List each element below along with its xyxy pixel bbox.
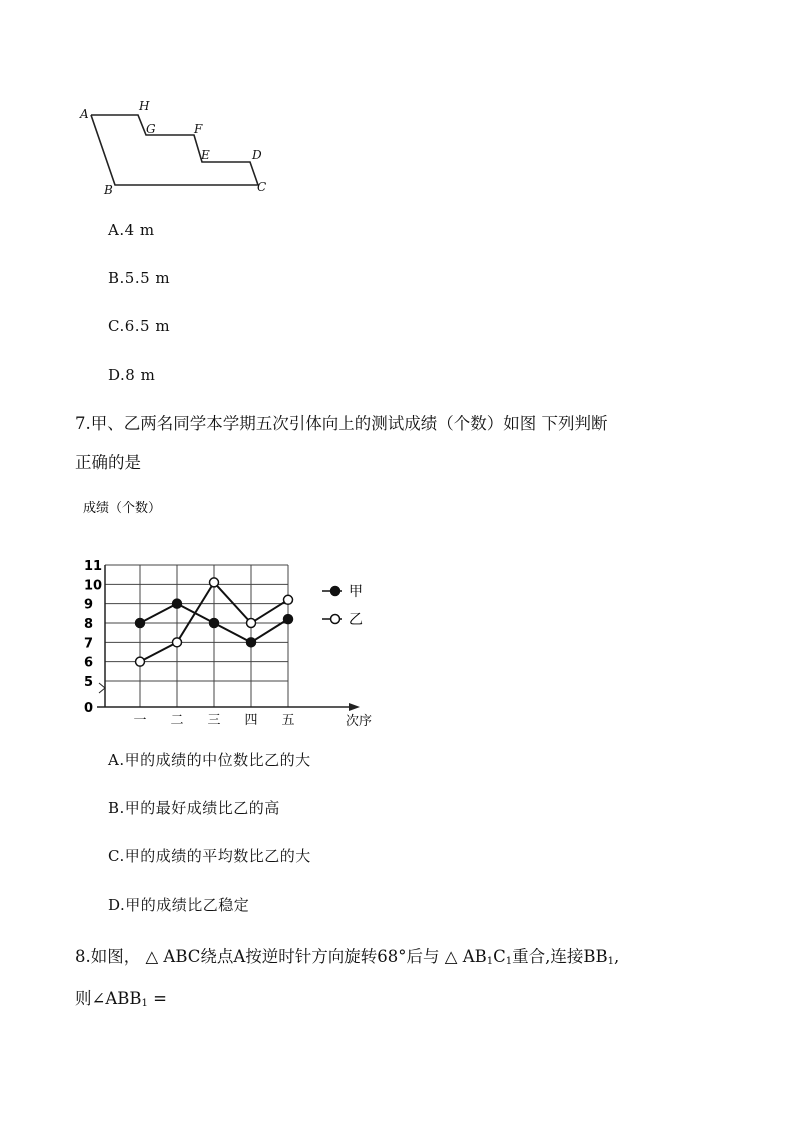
q7-option-d[interactable]: D.甲的成绩比乙稳定: [108, 896, 250, 914]
q7-option-c[interactable]: C.甲的成绩的平均数比乙的大: [108, 847, 311, 865]
label-E: E: [201, 148, 210, 162]
q8-sub-2: 1: [505, 956, 513, 967]
series-2-point: [210, 578, 219, 587]
series-2-point: [136, 657, 145, 666]
q8-text-d: ,: [614, 947, 620, 966]
legend-marker-2: [331, 615, 340, 624]
label-D: D: [252, 148, 262, 162]
series-1-point: [284, 615, 293, 624]
q7-text-line1: 7.甲、乙两名同学本学期五次引体向上的测试成绩（个数）如图 下列判断: [75, 414, 608, 433]
y-tick-label: 0: [84, 701, 94, 716]
x-tick-label: 三: [207, 713, 221, 728]
label-H: H: [139, 99, 150, 113]
q6-option-d[interactable]: D.8 m: [108, 366, 156, 384]
series-1-point: [136, 619, 145, 628]
q8-sub-3: 1: [607, 956, 615, 967]
q6-figure: [70, 95, 290, 200]
series-2-point: [284, 595, 293, 604]
label-F: F: [194, 122, 203, 136]
q7-chart: [75, 495, 395, 735]
label-C: C: [257, 180, 267, 194]
q8-text-f: =: [147, 989, 167, 1008]
q7-option-b[interactable]: B.甲的最好成绩比乙的高: [108, 799, 280, 817]
legend-marker-1: [331, 587, 340, 596]
y-tick-label: 5: [84, 675, 94, 690]
q8-text-b: C: [493, 947, 506, 966]
q8-sub-4: 1: [141, 998, 148, 1009]
x-tick-label: 一: [133, 713, 147, 728]
q7-option-a[interactable]: A.甲的成绩的中位数比乙的大: [108, 751, 311, 769]
label-B: B: [104, 183, 113, 197]
q8-text-c: 重合,连接BB: [512, 947, 608, 966]
label-G: G: [146, 122, 156, 136]
series-2-point: [247, 619, 256, 628]
q8-text-a: 8.如图， △ ABC绕点A按逆时针方向旋转68°后与 △ AB: [75, 947, 487, 966]
y-tick-label: 8: [84, 617, 94, 632]
x-tick-label: 五: [281, 713, 295, 728]
q8-sub-1: 1: [486, 956, 494, 967]
q8-text-line1: [75, 943, 619, 967]
q7-text-line2: 正确的是: [75, 453, 141, 472]
q8-text-line2: [75, 985, 167, 1009]
y-tick-label: 6: [84, 655, 94, 671]
score-line-chart: [75, 495, 395, 735]
figure-outline: [91, 115, 258, 185]
q6-option-a[interactable]: A.4 m: [108, 221, 155, 239]
x-axis-label: 次序: [345, 714, 373, 729]
y-tick-label: 11: [84, 559, 103, 574]
legend-label-2: 乙: [349, 612, 363, 628]
x-tick-label: 四: [244, 713, 258, 728]
legend-label-1: 甲: [349, 584, 363, 600]
q6-option-c[interactable]: C.6.5 m: [108, 317, 171, 335]
y-axis-label: 成绩（个数）: [83, 501, 162, 516]
y-tick-label: 9: [84, 597, 94, 613]
q8-text-e: 则∠ABB: [75, 989, 142, 1008]
y-tick-label: 10: [84, 578, 103, 594]
label-A: A: [80, 107, 89, 121]
x-tick-label: 二: [170, 713, 184, 728]
series-1-point: [210, 619, 219, 628]
series-2-point: [173, 638, 182, 647]
q6-option-b[interactable]: B.5.5 m: [108, 269, 171, 287]
series-1-point: [173, 599, 182, 608]
x-axis-arrow: [349, 703, 360, 711]
series-1-point: [247, 638, 256, 647]
axis-break-mark: [99, 683, 105, 693]
y-tick-label: 7: [84, 636, 94, 652]
